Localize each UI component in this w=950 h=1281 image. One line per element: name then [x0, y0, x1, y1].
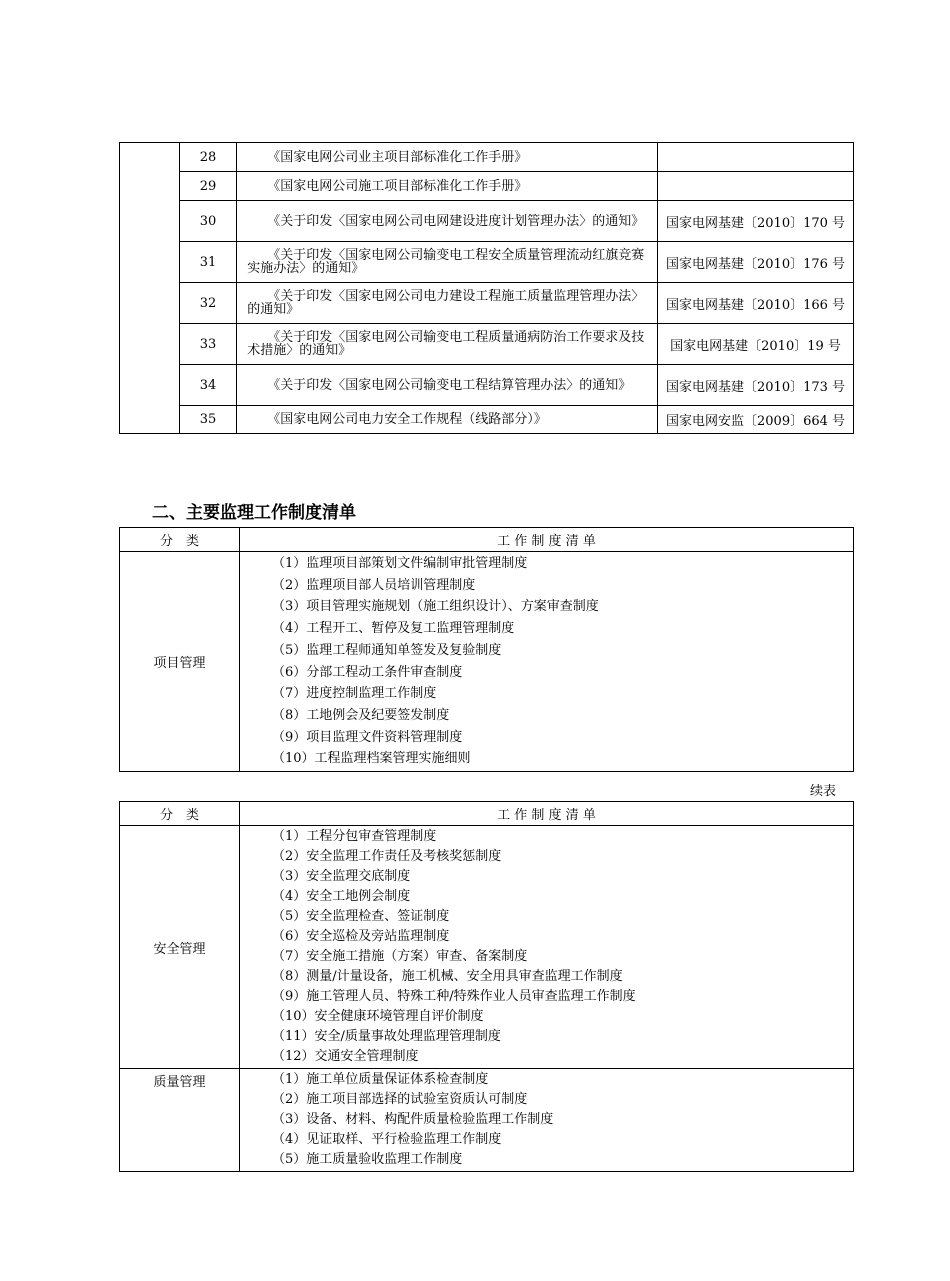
document-number: 国家电网安监〔2009〕664 号: [658, 406, 854, 434]
list-item: （4）见证取样、平行检验监理工作制度: [272, 1132, 502, 1147]
list-item: （11）安全/质量事故处理监理管理制度: [272, 1029, 501, 1044]
list-item: （4）安全工地例会制度: [272, 889, 411, 904]
row-number: 30: [179, 201, 237, 242]
table-header-row: [120, 528, 854, 552]
table-row: [120, 1069, 854, 1172]
standard-title: 《关于印发〈国家电网公司输变电工程结算管理办法〉的通知》: [237, 365, 658, 406]
table-row: [120, 406, 854, 434]
table-row: [120, 283, 854, 324]
document-number: 国家电网基建〔2010〕176 号: [658, 242, 854, 283]
row-number: 32: [179, 283, 237, 324]
continued-label: 续表: [810, 784, 837, 799]
list-item: （10）工程监理档案管理实施细则: [272, 751, 471, 767]
category-header: 分 类: [120, 802, 240, 826]
row-number: 31: [179, 242, 237, 283]
list-item: （9）施工管理人员、特殊工种/特殊作业人员审查监理工作制度: [272, 989, 636, 1004]
list-item: （2）监理项目部人员培训管理制度: [272, 577, 476, 593]
document-number: 国家电网基建〔2010〕170 号: [658, 201, 854, 242]
row-number: 28: [179, 143, 237, 172]
list-item: （7）进度控制监理工作制度: [272, 686, 437, 702]
standard-title: 《关于印发〈国家电网公司输变电工程安全质量管理流动红旗竞赛实施办法〉的通知》: [237, 242, 658, 283]
list-item: （8）测量/计量设备，施工机械、安全用具审查监理工作制度: [272, 969, 623, 984]
list-item: （5）监理工程师通知单签发及复验制度: [272, 642, 502, 658]
list-item: （5）施工质量验收监理工作制度: [272, 1152, 463, 1167]
standards-table: [119, 142, 854, 434]
list-header: 工 作 制 度 清 单: [240, 528, 854, 552]
row-number: 35: [179, 406, 237, 434]
list-item: （2）安全监理工作责任及考核奖惩制度: [272, 849, 502, 864]
category-cell-empty: [120, 143, 180, 434]
list-item: （4）工程开工、暂停及复工监理管理制度: [272, 621, 515, 637]
system-list: [240, 826, 854, 1069]
table-row: [120, 365, 854, 406]
list-item: （6）分部工程动工条件审查制度: [272, 664, 463, 680]
document-number: 国家电网基建〔2010〕173 号: [658, 365, 854, 406]
list-item: （2）施工项目部选择的试验室资质认可制度: [272, 1092, 528, 1107]
system-list: [240, 552, 854, 772]
standard-title: 《国家电网公司施工项目部标准化工作手册》: [237, 172, 658, 201]
standard-title: 《国家电网公司电力安全工作规程（线路部分）》: [237, 406, 658, 434]
document-number: 国家电网基建〔2010〕19 号: [658, 324, 854, 365]
system-list: [240, 1069, 854, 1172]
list-item: （3）项目管理实施规划（施工组织设计）、方案审查制度: [272, 599, 599, 615]
row-number: 34: [179, 365, 237, 406]
document-number: [658, 143, 854, 172]
list-item: （8）工地例会及纪要签发制度: [272, 707, 450, 723]
category-label: 质量管理: [120, 1069, 240, 1172]
list-item: （1）施工单位质量保证体系检查制度: [272, 1072, 489, 1087]
standard-title: 《关于印发〈国家电网公司电力建设工程施工质量监理管理办法〉的通知》: [237, 283, 658, 324]
table-row: [120, 172, 854, 201]
list-item: （3）安全监理交底制度: [272, 869, 411, 884]
list-item: （6）安全巡检及旁站监理制度: [272, 929, 450, 944]
standard-title: 《国家电网公司业主项目部标准化工作手册》: [237, 143, 658, 172]
list-header: 工 作 制 度 清 单: [240, 802, 854, 826]
list-item: （7）安全施工措施（方案）审查、备案制度: [272, 949, 528, 964]
table-row: [120, 143, 854, 172]
table-row: [120, 826, 854, 1069]
list-item: （1）工程分包审查管理制度: [272, 829, 437, 844]
list-item: （3）设备、材料、构配件质量检验监理工作制度: [272, 1112, 554, 1127]
table-row: [120, 242, 854, 283]
table-header-row: [120, 802, 854, 826]
standard-title: 《关于印发〈国家电网公司电网建设进度计划管理办法〉的通知》: [237, 201, 658, 242]
list-item: （5）安全监理检查、签证制度: [272, 909, 450, 924]
category-header: 分 类: [120, 528, 240, 552]
category-label: 项目管理: [120, 552, 240, 772]
document-number: [658, 172, 854, 201]
list-item: （10）安全健康环境管理自评价制度: [272, 1009, 484, 1024]
list-item: （1）监理项目部策划文件编制审批管理制度: [272, 556, 528, 571]
standard-title: 《关于印发〈国家电网公司输变电工程质量通病防治工作要求及技术措施〉的通知》: [237, 324, 658, 365]
category-label: 安全管理: [120, 826, 240, 1069]
row-number: 33: [179, 324, 237, 365]
table-row: [120, 324, 854, 365]
document-number: 国家电网基建〔2010〕166 号: [658, 283, 854, 324]
work-system-table: [119, 527, 854, 772]
list-item: （12）交通安全管理制度: [272, 1049, 419, 1064]
work-system-table-continued: [119, 801, 854, 1172]
row-number: 29: [179, 172, 237, 201]
section-heading: 二、主要监理工作制度清单: [152, 503, 356, 523]
table-row: [120, 552, 854, 772]
table-row: [120, 201, 854, 242]
list-item: （9）项目监理文件资料管理制度: [272, 729, 463, 745]
